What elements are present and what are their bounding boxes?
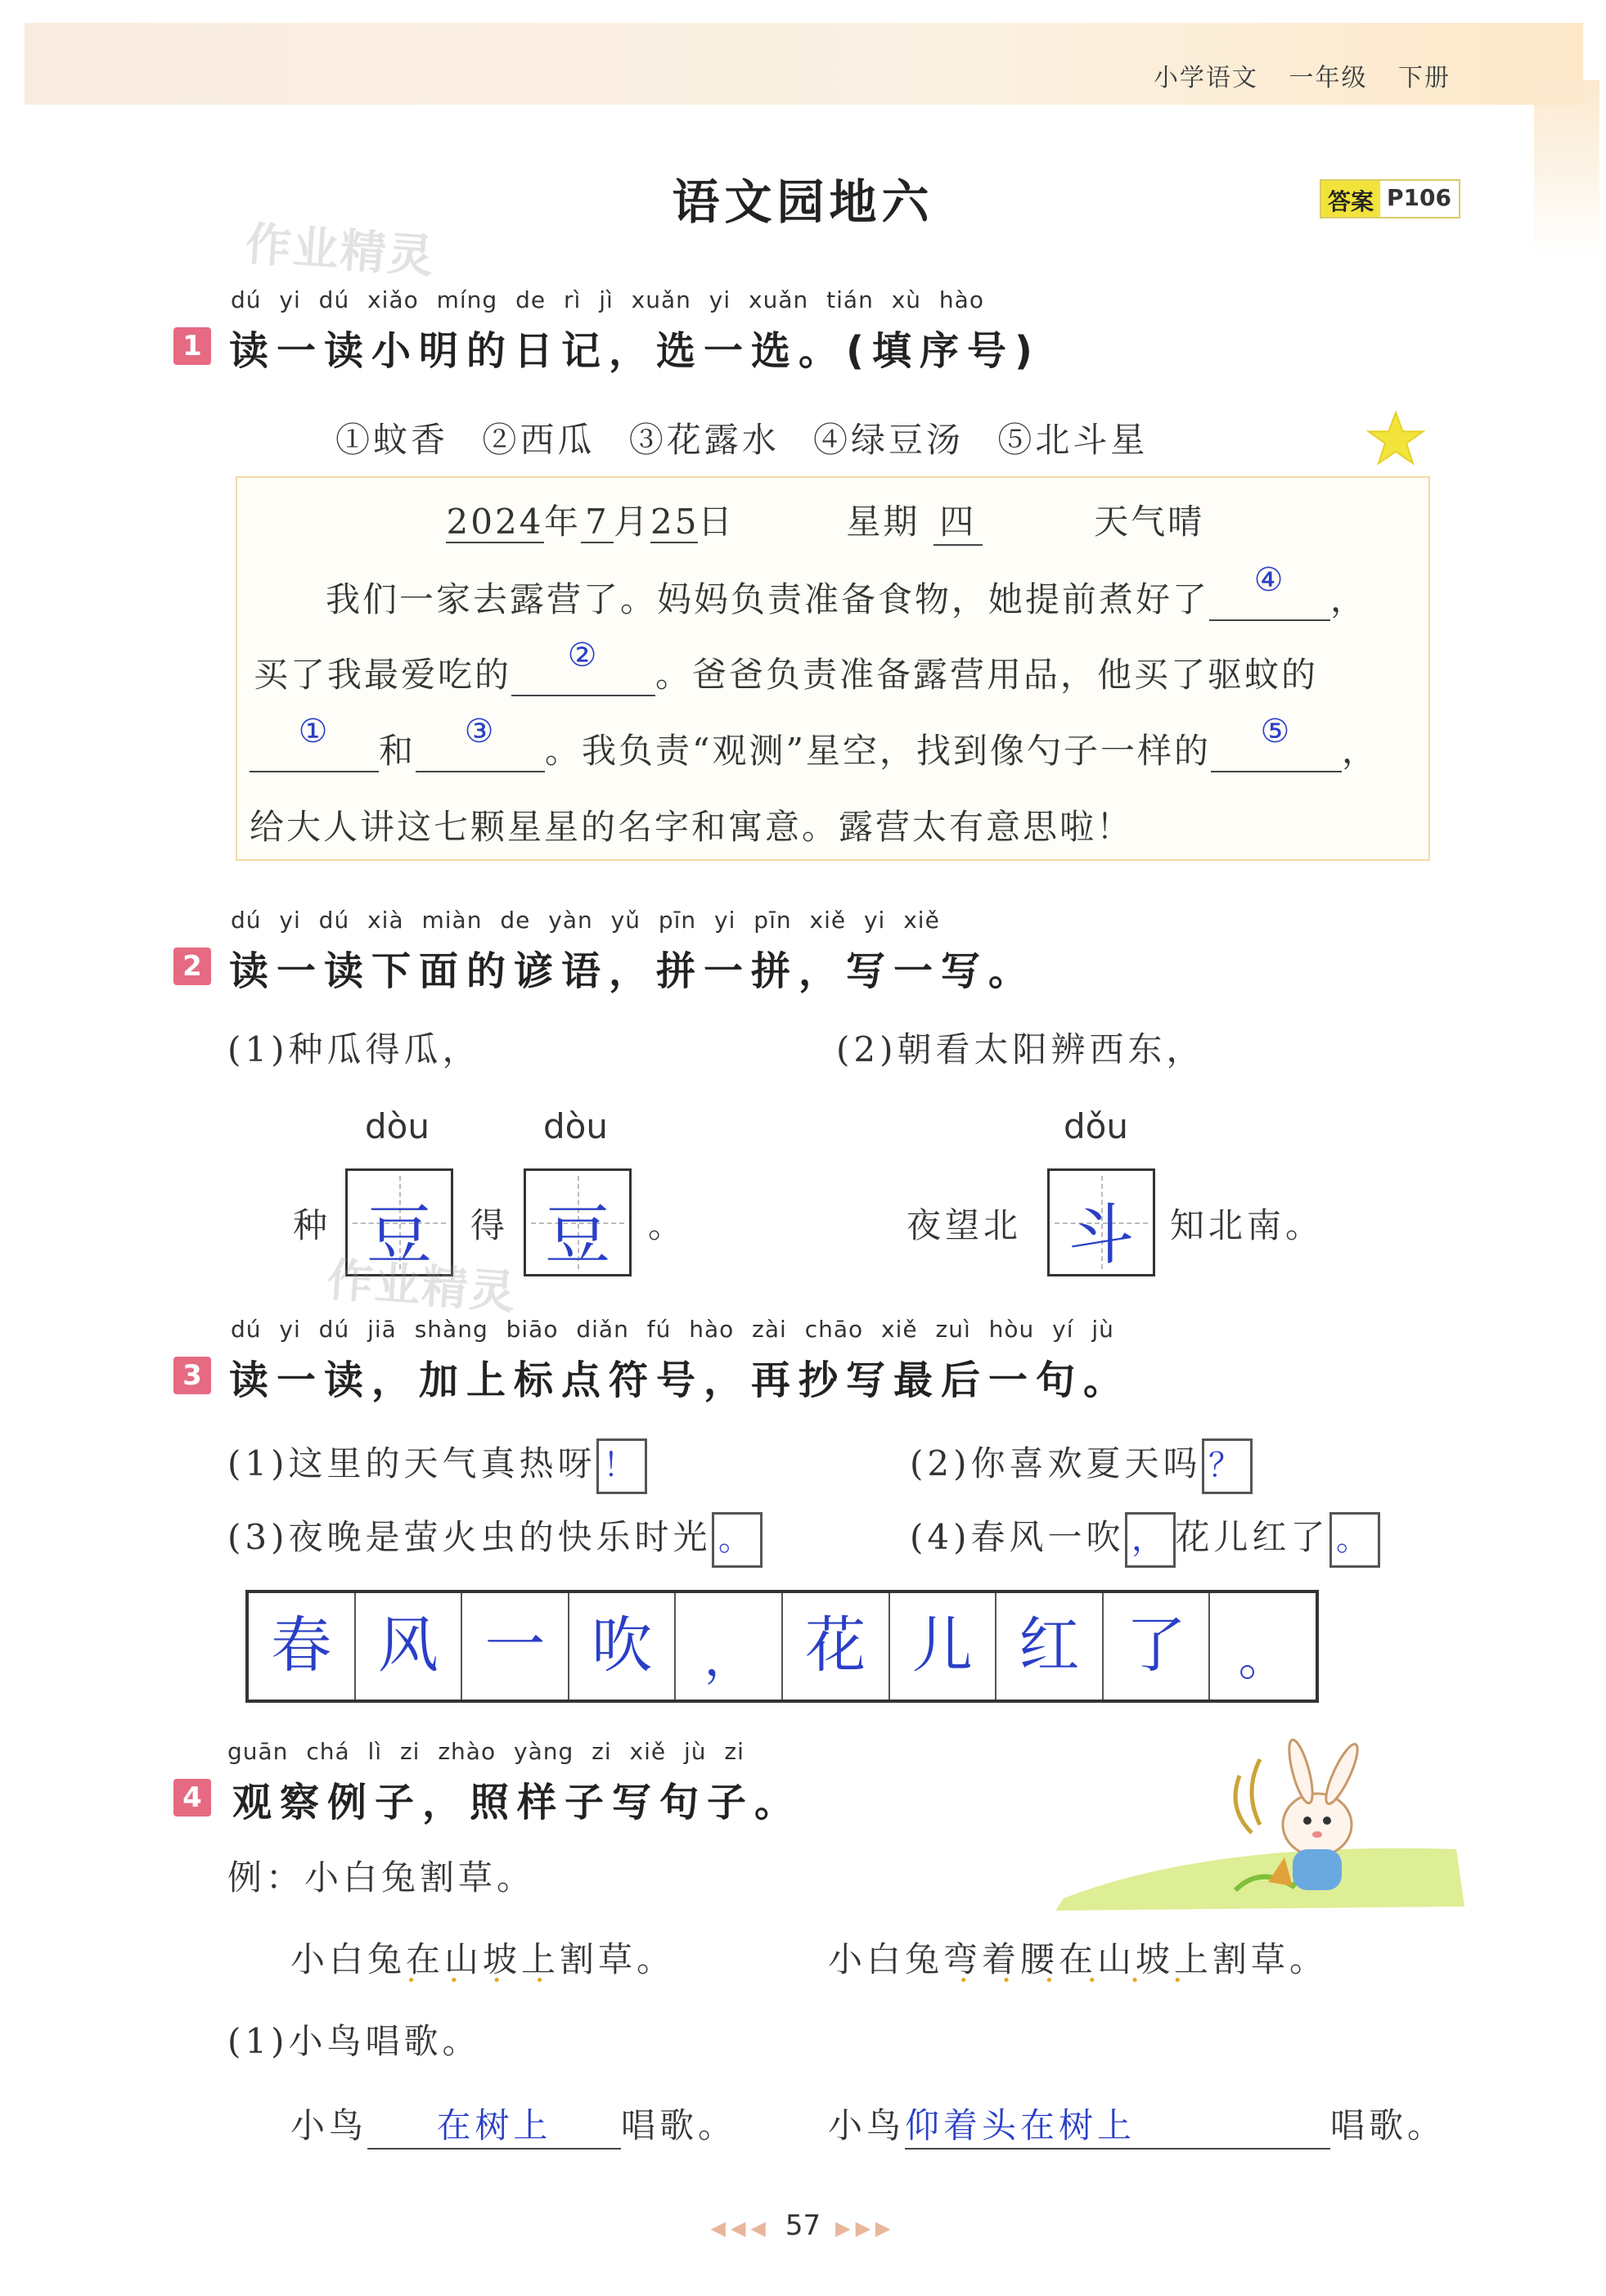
q3-punct-box-5[interactable]: 。	[1329, 1512, 1380, 1568]
copy-cell: 吹	[569, 1593, 677, 1699]
page-number: 57	[785, 2209, 821, 2242]
grade-label: 一年级	[1289, 64, 1368, 92]
q4-answer-2-blank[interactable]: 仰着头在树上	[905, 2099, 1330, 2150]
q2-item-1-mid: 得	[470, 1205, 510, 1245]
q3-sentence-3: (3)夜晚是萤火虫的快乐时光 。	[227, 1510, 763, 1568]
diary-line-2: 买了我最爱吃的 ② 。爸爸负责准备露营用品，他买了驱蚊的	[254, 637, 1319, 695]
q2-pinyin-dou-2: dòu	[543, 1106, 608, 1146]
q2-char-box-3[interactable]: 斗	[1047, 1168, 1155, 1276]
q4-example-1: 小白兔在山坡上 • • • •割草。	[290, 1933, 675, 1982]
q3-instruction: 读一读，加上标点符号，再抄写最后一句。	[229, 1357, 1131, 1403]
q4-pinyin: guān chá lì zi zhào yàng zi xiě jù zi	[227, 1738, 745, 1765]
answer-tag[interactable]	[1320, 179, 1460, 218]
copy-cell: 儿	[890, 1593, 997, 1699]
diary-month: 7	[581, 502, 614, 543]
q4-example-2: 小白兔弯着腰在山坡上 • • •割草。	[828, 1933, 1328, 1982]
copy-cell: 风	[356, 1593, 463, 1699]
subject-label: 小学语文	[1153, 64, 1258, 92]
q3-punct-box-3[interactable]: 。	[712, 1512, 763, 1568]
q4-example-2-dots: 弯着腰在山坡上 • • •	[943, 1933, 1212, 1982]
q1-number: 1	[173, 327, 211, 365]
q2-instruction: 读一读下面的谚语，拼一拼，写一写。	[229, 948, 1037, 994]
rabbit-illustration	[1047, 1727, 1473, 1915]
q3-number: 3	[173, 1357, 211, 1394]
diary-blank-1[interactable]: ④	[1209, 579, 1330, 621]
q2-pinyin: dú yi dú xià miàn de yàn yǔ pīn yi pīn xiě yi xiě	[231, 907, 940, 934]
diary-weekday: 四	[933, 495, 983, 546]
running-head	[1132, 57, 1451, 93]
q3-sentence-2: (2)你喜欢夏天吗 ？	[910, 1437, 1253, 1494]
q4-number: 4	[173, 1779, 211, 1817]
q3-punct-box-1[interactable]: ！	[596, 1438, 647, 1494]
diary-blank-5[interactable]: ⑤	[1211, 731, 1342, 772]
diary-blank-3[interactable]: ①	[250, 731, 379, 772]
answer-label: 答案	[1321, 181, 1380, 217]
q4-instruction: 观察例子，照样子写句子。	[232, 1780, 803, 1826]
q3-sentence-4: (4)春风一吹 ， 花儿红了 。	[910, 1510, 1380, 1568]
q3-sentence-1: (1)这里的天气真热呀 ！	[227, 1437, 647, 1494]
arrow-right-icon: ▶▶▶	[835, 2217, 896, 2240]
diary-date: 2024年 7 月25日 星期 四 天气晴	[446, 495, 1204, 546]
copy-cell: 了	[1104, 1593, 1211, 1699]
diary-blank-4[interactable]: ③	[416, 731, 545, 772]
volume-label: 下册	[1398, 64, 1451, 92]
watermark-logo: 作业精灵	[243, 217, 437, 285]
diary-line-3: ① 和 ③ 。我负责“观测”星空，找到像勺子一样的 ⑤ ，	[250, 724, 1379, 773]
q2-char-box-1[interactable]: 豆	[345, 1168, 453, 1276]
q2-item-2-post: 知北南。	[1170, 1205, 1325, 1245]
q2-pinyin-dou-1: dòu	[365, 1106, 430, 1146]
page-footer	[0, 2209, 1606, 2242]
star-icon	[1366, 409, 1425, 468]
diary-line-1: 我们一家去露营了。妈妈负责准备食物，她提前煮好了 ④ ，	[326, 561, 1368, 619]
copy-cell: 春	[249, 1593, 356, 1699]
diary-blank-2[interactable]: ②	[511, 655, 655, 696]
copy-cell: 一	[462, 1593, 569, 1699]
q2-item-1-pre: 种	[293, 1205, 332, 1245]
q2-item-2-pre: 夜望北	[906, 1205, 1023, 1245]
diary-year: 2024	[446, 502, 544, 542]
q2-item-2-label: (2)朝看太阳辨西东，	[836, 1029, 1205, 1069]
q1-instruction: 读一读小明的日记，选一选。(填序号)	[229, 328, 1041, 374]
q4-answer-2: 小鸟仰着头在树上 唱歌。	[828, 2099, 1446, 2150]
q2-number: 2	[173, 948, 211, 985]
q3-pinyin: dú yi dú jiā shàng biāo diǎn fú hào zài chāo xiě zuì hòu yí jù	[231, 1316, 1114, 1343]
copy-cell: ，	[676, 1593, 783, 1699]
q2-item-1-label: (1)种瓜得瓜，	[227, 1029, 481, 1069]
q2-char-box-2[interactable]: 豆	[524, 1168, 632, 1276]
q4-answer-1: 小鸟 在树上 唱歌。	[290, 2099, 736, 2150]
q1-pinyin: dú yi dú xiǎo míng de rì jì xuǎn yi xuǎn tián xù hào	[231, 286, 984, 313]
diary-line-4: 给大人讲这七颗星星的名字和寓意。露营太有意思啦！	[250, 807, 1134, 847]
watermark-logo-2: 作业精灵	[325, 1253, 519, 1321]
q4-item-1-label: (1)小鸟唱歌。	[227, 2021, 481, 2061]
answer-page: P106	[1387, 184, 1451, 211]
diary-weekday-label: 星期	[846, 502, 920, 542]
copy-cell: 红	[996, 1593, 1104, 1699]
diary-weather: 天气晴	[1094, 502, 1205, 542]
q3-punct-box-2[interactable]: ？	[1202, 1438, 1253, 1494]
q2-item-1-post: 。	[648, 1205, 687, 1245]
q2-pinyin-dou-3: dǒu	[1064, 1106, 1128, 1146]
copy-cell: 花	[783, 1593, 890, 1699]
page-title: 语文园地六	[672, 174, 934, 230]
diary-day: 25	[650, 502, 700, 542]
arrow-left-icon: ◀◀◀	[710, 2217, 771, 2240]
q4-example-label: 例：小白兔割草。	[227, 1857, 536, 1898]
q3-copy-grid[interactable]	[245, 1590, 1319, 1703]
q3-punct-box-4[interactable]: ，	[1125, 1512, 1176, 1568]
q4-example-1-dots: 在山坡上 • • • •	[406, 1933, 560, 1982]
q4-answer-1-blank[interactable]: 在树上	[367, 2099, 621, 2150]
copy-cell: 。	[1238, 1630, 1288, 1687]
q1-options: ①蚊香 ②西瓜 ③花露水 ④绿豆汤 ⑤北斗星	[335, 420, 1149, 460]
